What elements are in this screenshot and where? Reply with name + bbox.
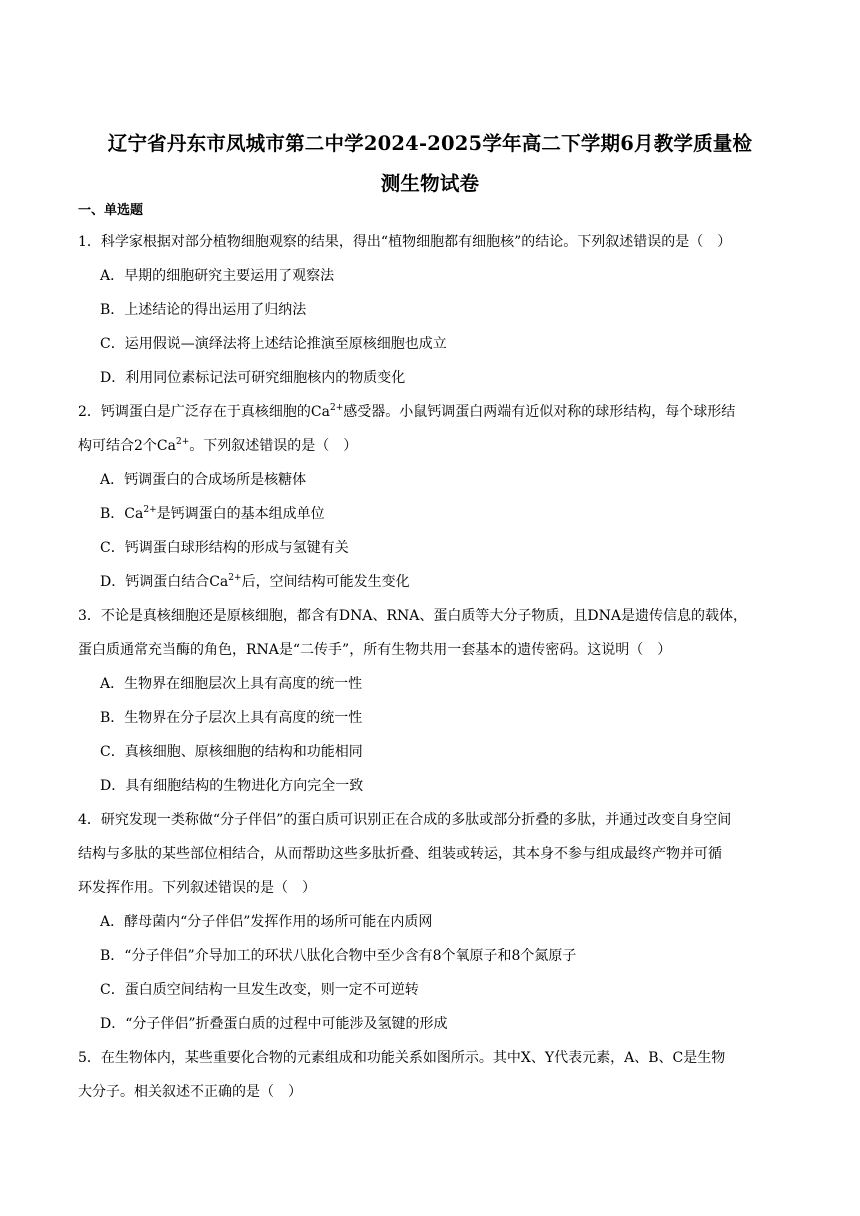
- section-heading: 一、单选题: [78, 203, 144, 218]
- question-2-option-a: A．钙调蛋白的合成场所是核糖体: [100, 472, 307, 488]
- question-stem-line: 环发挥作用。下列叙述错误的是（ ）: [78, 880, 316, 896]
- superscript: 2+: [329, 403, 344, 413]
- superscript: 2+: [143, 505, 157, 515]
- question-3-option-d: D．具有细胞结构的生物进化方向完全一致: [100, 778, 364, 794]
- question-5: [78, 1041, 784, 1109]
- question-4-option-a: A．酵母菌内“分子伴侣”发挥作用的场所可能在内质网: [100, 914, 433, 930]
- option-text: 后，空间结构可能发生变化: [241, 574, 410, 590]
- question-2-option-d: [78, 565, 860, 599]
- question-4-option-c: C．蛋白质空间结构一旦发生改变，则一定不可逆转: [100, 982, 419, 998]
- option-text: 是钙调蛋白的基本组成单位: [156, 506, 325, 522]
- question-stem-line: [78, 429, 784, 463]
- question-2: [78, 395, 784, 463]
- question-3-option-b: B．生物界在分子层次上具有高度的统一性: [100, 710, 363, 726]
- question-1-option-d: D．利用同位素标记法可研究细胞核内的物质变化: [100, 370, 406, 386]
- exam-title-line-1: 辽宁省丹东市凤城市第二中学2024-2025学年高二下学期6月教学质量检: [107, 132, 753, 155]
- question-stem-line: 5．在生物体内，某些重要化合物的元素组成和功能关系如图所示。其中X、Y代表元素，A、B、C是生物: [78, 1050, 726, 1066]
- exam-title-line-2: 测生物试卷: [380, 172, 480, 195]
- superscript: 2+: [175, 437, 190, 447]
- question-2-option-c: C．钙调蛋白球形结构的形成与氢键有关: [100, 540, 349, 556]
- question-4-option-b: B．“分子伴侣”介导加工的环状八肽化合物中至少含有8个氧原子和8个氮原子: [100, 948, 577, 964]
- stem-text: 构可结合2个Ca: [78, 438, 176, 454]
- question-stem-line: 蛋白质通常充当酶的角色，RNA是“二传手”，所有生物共用一套基本的遗传密码。这说明（ ）: [78, 642, 672, 658]
- question-stem-line: 结构与多肽的某些部位相结合，从而帮助这些多肽折叠、组装或转运，其本身不参与组成最终产物并可循: [78, 846, 722, 862]
- question-stem-line: 3．不论是真核细胞还是原核细胞，都含有DNA、RNA、蛋白质等大分子物质，且DNA是遗传信息的载体，: [78, 608, 747, 624]
- question-stem-line: [78, 395, 784, 429]
- option-text: D．钙调蛋白结合Ca: [100, 574, 229, 590]
- question-1-option-a: A．早期的细胞研究主要运用了观察法: [100, 268, 335, 284]
- question-4-option-d: D．“分子伴侣”折叠蛋白质的过程中可能涉及氢键的形成: [100, 1016, 448, 1032]
- option-text: B．Ca: [100, 506, 144, 522]
- question-stem-line: 4．研究发现一类称做“分子伴侣”的蛋白质可识别正在合成的多肽或部分折叠的多肽，并通过改变自身空间: [78, 812, 732, 828]
- question-stem-line: 1．科学家根据对部分植物细胞观察的结果，得出“植物细胞都有细胞核”的结论。下列叙述错误的是（ ）: [78, 234, 732, 250]
- question-1: [78, 225, 784, 259]
- question-stem-line: 大分子。相关叙述不正确的是（ ）: [78, 1084, 302, 1100]
- question-3-option-c: C．真核细胞、原核细胞的结构和功能相同: [100, 744, 363, 760]
- question-4: [78, 803, 784, 905]
- stem-text: 感受器。小鼠钙调蛋白两端有近似对称的球形结构，每个球形结: [343, 404, 736, 420]
- question-1-option-c: C．运用假说—演绎法将上述结论推演至原核细胞也成立: [100, 336, 447, 352]
- question-3: [78, 599, 784, 667]
- question-3-option-a: A．生物界在细胞层次上具有高度的统一性: [100, 676, 363, 692]
- question-1-option-b: B．上述结论的得出运用了归纳法: [100, 302, 307, 318]
- question-2-option-b: [78, 497, 860, 531]
- stem-text: 。下列叙述错误的是（ ）: [189, 438, 358, 454]
- superscript: 2+: [228, 573, 242, 583]
- stem-text: 2．钙调蛋白是广泛存在于真核细胞的Ca: [78, 404, 330, 420]
